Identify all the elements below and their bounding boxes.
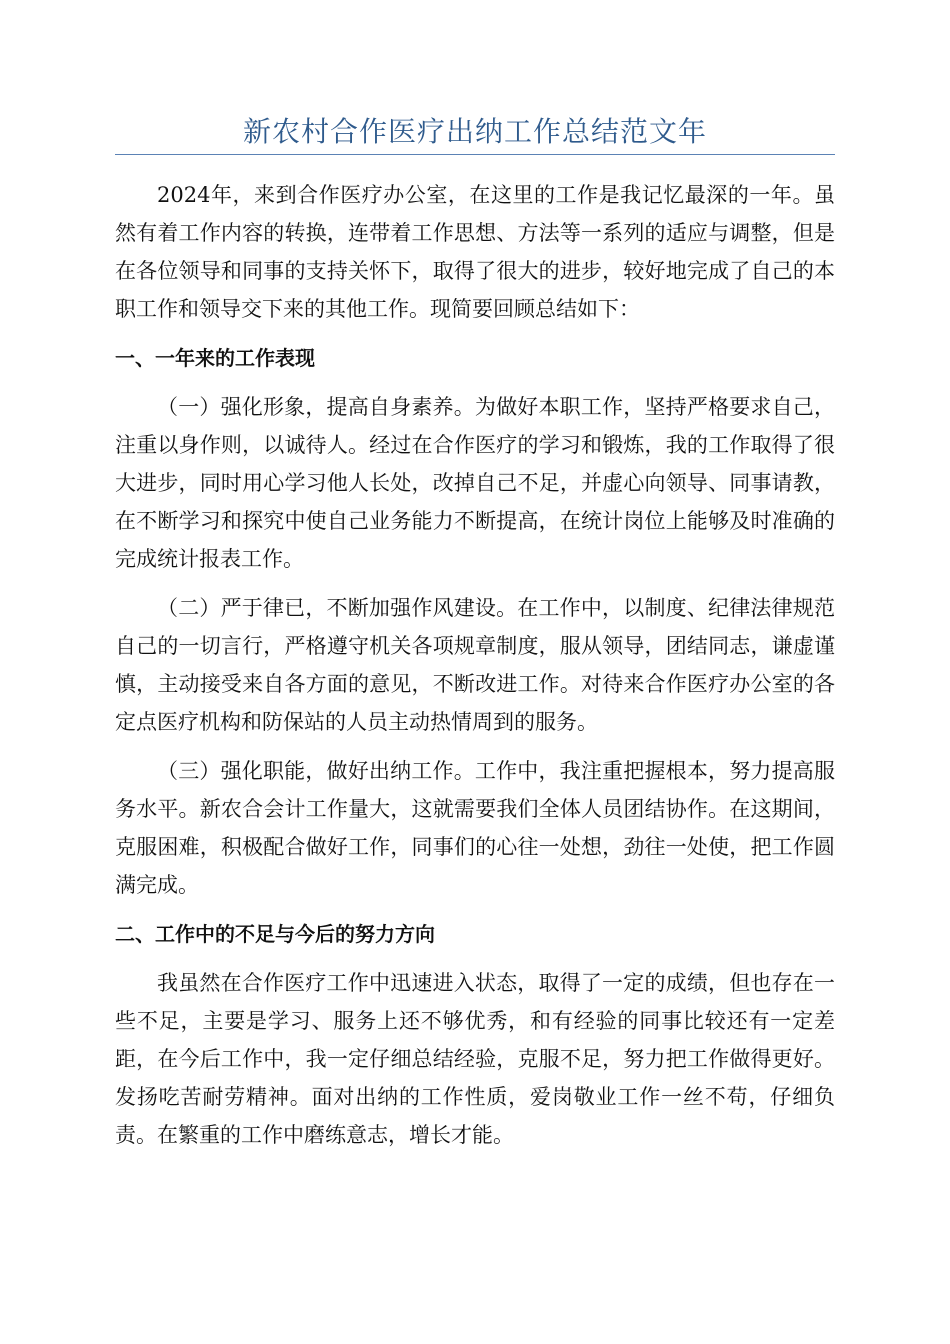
section1-paragraph-1: （一）强化形象，提高自身素养。为做好本职工作，坚持严格要求自己，注重以身作则，以诚待人。经过在合作医疗的学习和锻炼，我的工作取得了很大进步，同时用心学习他人长处，改掉自己不足，并虚心向领导、同事请教，在不断学习和探究中使自己业务能力不断提高，在统计岗位上能够及时准确的完成统计报表工作。 <box>115 395 835 571</box>
section1-paragraph-2: （二）严于律已，不断加强作风建设。在工作中，以制度、纪律法律规范自己的一切言行，严格遵守机关各项规章制度，服从领导，团结同志，谦虚谨慎，主动接受来自各方面的意见，不断改进工作。对待来合作医疗办公室的各定点医疗机构和防保站的人员主动热情周到的服务。 <box>115 596 835 734</box>
section2-paragraph-1: 我虽然在合作医疗工作中迅速进入状态，取得了一定的成绩，但也存在一些不足，主要是学习、服务上还不够优秀，和有经验的同事比较还有一定差距，在今后工作中，我一定仔细总结经验，克服不足，努力把工作做得更好。发扬吃苦耐劳精神。面对出纳的工作性质，爱岗敬业工作一丝不苟，仔细负责。在繁重的工作中磨练意志，增长才能。 <box>115 971 835 1147</box>
section-heading-1: 一、一年来的工作表现 <box>115 346 315 370</box>
section-heading-2: 二、工作中的不足与今后的努力方向 <box>115 922 435 946</box>
document-title: 新农村合作医疗出纳工作总结范文年 <box>242 115 707 148</box>
section1-paragraph-3: （三）强化职能，做好出纳工作。工作中，我注重把握根本，努力提高服务水平。新农合会计工作量大，这就需要我们全体人员团结协作。在这期间，克服困难，积极配合做好工作，同事们的心往一处想，劲往一处使，把工作圆满完成。 <box>115 759 835 897</box>
document-body <box>115 176 835 1165</box>
title-underline <box>115 154 835 155</box>
intro-paragraph: 2024年，来到合作医疗办公室，在这里的工作是我记忆最深的一年。虽然有着工作内容的转换，连带着工作思想、方法等一系列的适应与调整，但是在各位领导和同事的支持关怀下，取得了很大的进步，较好地完成了自己的本职工作和领导交下来的其他工作。现简要回顾总结如下： <box>115 183 835 321</box>
